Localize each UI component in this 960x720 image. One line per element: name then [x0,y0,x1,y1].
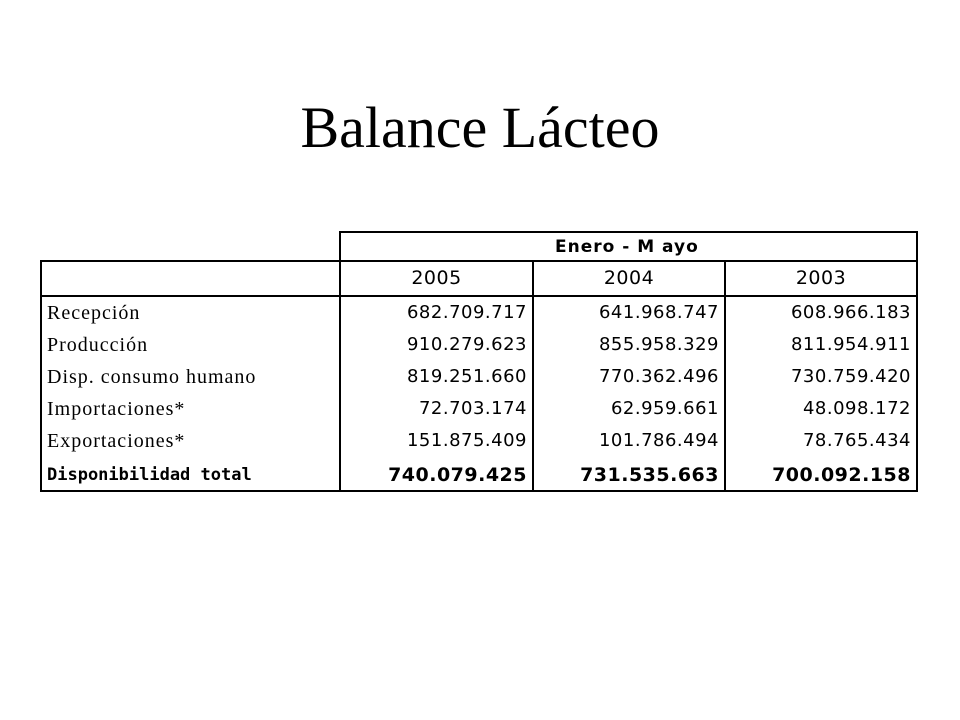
row-label: Exportaciones* [47,430,186,452]
total-value-cell: 740.079.425 [388,464,527,486]
slide-title: Balance Lácteo [300,95,660,160]
total-value-cell: 700.092.158 [772,464,911,486]
total-row-label: Disponibilidad total [47,465,252,485]
value-cell: 682.709.717 [406,302,527,323]
row-label: Importaciones* [47,398,186,420]
value-cell: 641.968.747 [598,302,719,323]
row-label: Recepción [47,302,141,324]
period-label: Enero - M ayo [555,237,699,257]
values-column-2004 [532,295,726,492]
value-cell: 819.251.660 [406,366,527,387]
values-column-2003 [724,295,918,492]
value-cell: 151.875.409 [406,430,527,451]
value-cell: 910.279.623 [406,334,527,355]
year-header-2003: 2003 [724,260,918,297]
value-cell: 101.786.494 [598,430,719,451]
values-column-2005 [339,295,534,492]
value-cell: 78.765.434 [802,430,911,451]
corner-header-cell [40,260,341,297]
value-cell: 770.362.496 [598,366,719,387]
value-cell: 72.703.174 [418,398,527,419]
year-header-2004: 2004 [532,260,726,297]
label-column [40,295,341,492]
value-cell: 608.966.183 [790,302,911,323]
row-label: Disp. consumo humano [47,366,257,388]
row-label: Producción [47,334,149,356]
total-value-cell: 731.535.663 [580,464,719,486]
value-cell: 62.959.661 [610,398,719,419]
value-cell: 730.759.420 [790,366,911,387]
value-cell: 811.954.911 [790,334,911,355]
value-cell: 855.958.329 [598,334,719,355]
year-header-2005: 2005 [339,260,534,297]
value-cell: 48.098.172 [802,398,911,419]
